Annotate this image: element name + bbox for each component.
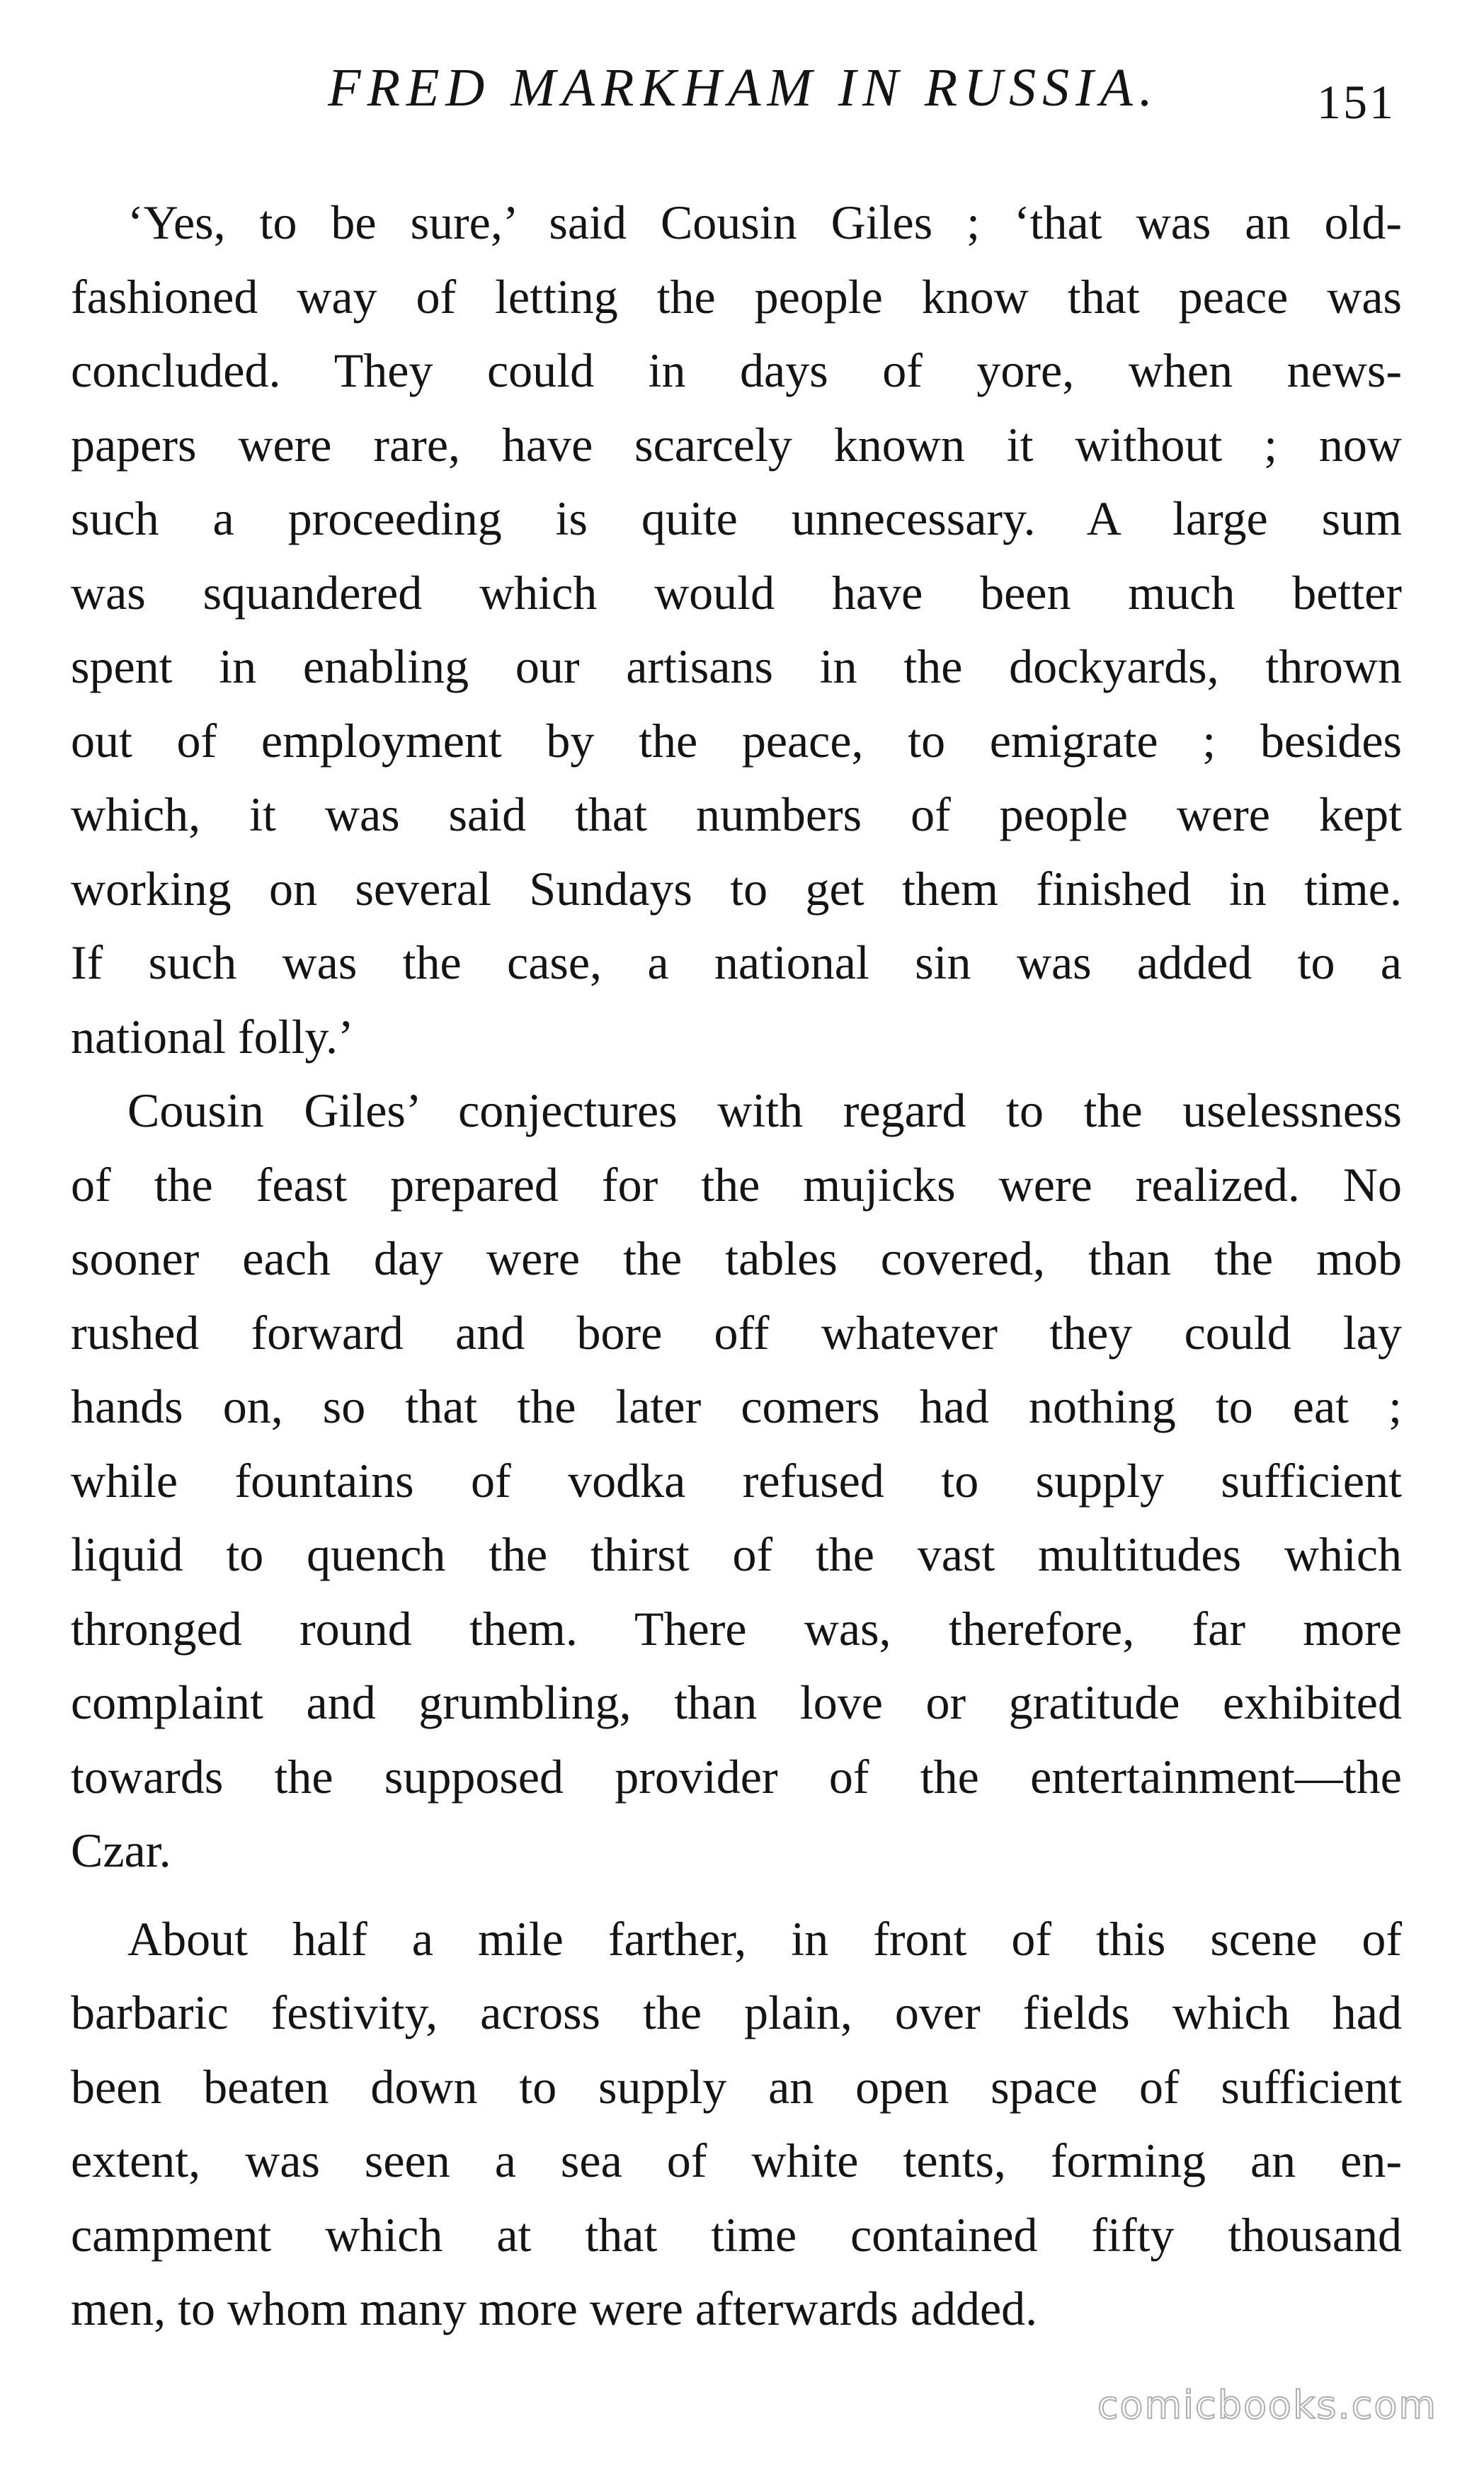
text-line: fashioned way of letting the people know that peace was xyxy=(71,269,1402,324)
text-line: liquid to quench the thirst of the vast multitudes which xyxy=(71,1527,1402,1581)
paragraph-3 xyxy=(71,1902,1402,2346)
text-line: extent, was seen a sea of white tents, forming an en- xyxy=(71,2134,1402,2187)
text-line: of the feast prepared for the mujicks were realized. No xyxy=(71,1157,1402,1212)
text-line: out of employment by the peace, to emigrate ; besides xyxy=(71,713,1402,768)
text-line: sooner each day were the tables covered, than the mob xyxy=(71,1231,1402,1285)
text-line: was squandered which would have been much better xyxy=(71,565,1402,620)
text-line: while fountains of vodka refused to supply sufficient xyxy=(71,1453,1402,1508)
text-line: ‘Yes, to be sure,’ said Cousin Giles ; ‘that was an old- xyxy=(127,195,1402,249)
text-line: If such was the case, a national sin was added to a xyxy=(71,935,1402,989)
text-line: hands on, so that the later comers had nothing to eat ; xyxy=(71,1379,1402,1433)
text-line: rushed forward and bore off whatever they could lay xyxy=(71,1305,1402,1360)
text-line: been beaten down to supply an open space of sufficient xyxy=(71,2059,1402,2114)
text-line: towards the supposed provider of the entertainment—the xyxy=(71,1749,1402,1804)
paragraph-1 xyxy=(71,186,1402,1074)
text-line: spent in enabling our artisans in the dockyards, thrown xyxy=(71,639,1402,693)
text-line: national folly.’ xyxy=(71,1009,354,1064)
page-number: 151 xyxy=(1317,75,1395,129)
text-line: thronged round them. There was, therefore, far more xyxy=(71,1601,1402,1656)
text-line: papers were rare, have scarcely known it without ; now xyxy=(71,417,1402,472)
text-line: working on several Sundays to get them finished in time. xyxy=(71,861,1402,916)
text-line: which, it was said that numbers of people were kept xyxy=(71,787,1402,841)
text-line: men, to whom many more were afterwards added. xyxy=(71,2282,1038,2335)
text-line: campment which at that time contained fifty thousand xyxy=(71,2207,1402,2262)
text-line: Cousin Giles’ conjectures with regard to the uselessness xyxy=(127,1083,1402,1137)
text-line: such a proceeding is quite unnecessary. A large sum xyxy=(71,491,1402,545)
text-line: barbaric festivity, across the plain, over fields which had xyxy=(71,1986,1402,2039)
running-title: FRED MARKHAM IN RUSSIA. xyxy=(328,58,1159,118)
body-text xyxy=(71,186,1402,2346)
text-line: About half a mile farther, in front of this scene of xyxy=(127,1911,1402,1966)
watermark: comicbooks.com xyxy=(1097,2383,1437,2427)
text-line: concluded. They could in days of yore, when news- xyxy=(71,343,1402,397)
text-line: complaint and grumbling, than love or gratitude exhibited xyxy=(71,1675,1402,1729)
paragraph-2 xyxy=(71,1074,1402,1888)
text-line: Czar. xyxy=(71,1823,171,1877)
